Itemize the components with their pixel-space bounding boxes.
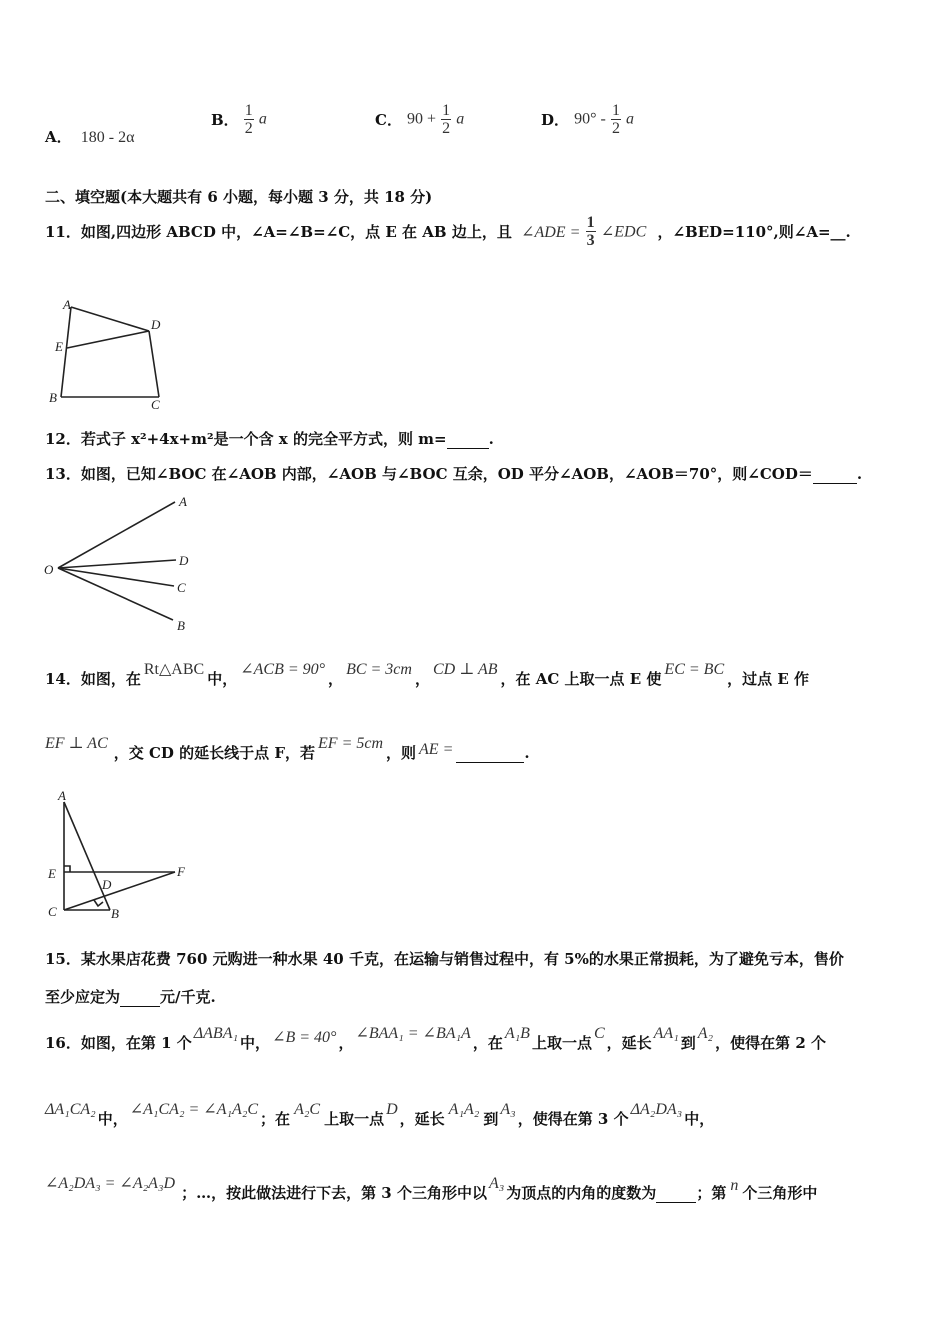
q14-m3: BC = 3cm <box>346 661 412 678</box>
option-a-label: A． <box>45 128 72 146</box>
option-c <box>375 102 464 137</box>
q14-m2: ∠ACB = 90° <box>240 661 326 678</box>
question-13 <box>45 463 862 484</box>
option-b-label: B． <box>211 111 239 129</box>
q13-label-b: B <box>177 618 185 633</box>
q13-ray-oc <box>58 568 174 586</box>
question-14-line-2 <box>45 735 530 763</box>
q13-end: . <box>856 465 863 483</box>
q11-label-c: C <box>151 397 160 412</box>
q14-label-c: C <box>48 904 57 919</box>
q11-text-pre: 11．如图,四边形 ABCD 中，∠A=∠B=∠C，点 E 在 AB 边上，且 <box>45 223 512 241</box>
q16-l3-m2: A₃ <box>488 1175 505 1192</box>
q14-p7: ，交 CD 的延长线于点 F，若 <box>113 744 316 762</box>
question-15-line-1: 15．某水果店花费 760 元购进一种水果 40 千克，在运输与销售过程中，有 5%的水果正常损耗，为了避免亏本，售价 <box>45 950 844 968</box>
q16-l2-t13: 中， <box>684 1110 715 1128</box>
question-15-line-2 <box>45 986 216 1007</box>
q16-l2-t11: ，使得在第 3 个 <box>517 1110 629 1128</box>
q16-l1-t14: ，使得在第 2 个 <box>715 1034 827 1052</box>
q13-ray-oa <box>58 502 175 568</box>
q15-text-a: 至少应定为 <box>45 988 121 1006</box>
option-c-label: C． <box>375 111 402 129</box>
q16-l1-t12: 到 <box>680 1034 696 1052</box>
q14-p4: ， <box>414 670 430 688</box>
option-b-fraction: $\frac{1}{2}$ <box>244 102 253 137</box>
q14-m5: EC = BC <box>664 661 725 678</box>
section-title: 二、填空题(本大题共有 6 小题，每小题 3 分，共 18 分) <box>45 188 433 206</box>
q16-blank <box>656 1184 696 1203</box>
q13-figure <box>40 490 210 638</box>
q16-l1-t6: ，在 <box>472 1034 503 1052</box>
q14-p2: 中， <box>207 670 238 688</box>
option-b <box>211 102 267 137</box>
q14-label-b: B <box>111 906 119 921</box>
q16-l1-t0: 16．如图，在第 1 个 <box>45 1034 192 1052</box>
q14-p5: ，在 AC 上取一点 E 使 <box>500 670 662 688</box>
q12-blank <box>447 430 489 449</box>
question-14-line-1 <box>45 661 809 689</box>
q14-right-angle-e <box>64 866 70 872</box>
option-c-var: a <box>456 110 465 128</box>
q16-l1-m7: A₁B <box>504 1025 530 1042</box>
q16-l3-m5: n <box>730 1177 739 1194</box>
q14-p6: ，过点 E 作 <box>727 670 809 688</box>
q16-l1-m9: C <box>593 1025 605 1042</box>
q13-label-a: A <box>179 494 187 509</box>
option-d-var: a <box>626 110 635 128</box>
q14-right-angle-d <box>94 900 103 906</box>
q14-edge-ab <box>64 802 110 910</box>
q12-text: 12．若式子 x²+4x+m²是一个含 x 的完全平方式，则 m= <box>45 430 447 448</box>
q14-label-f: F <box>177 864 185 879</box>
q14-m8: AE = <box>419 741 454 758</box>
q16-l3-t3: 为顶点的内角的度数为 <box>506 1184 657 1202</box>
q11-edge-cd <box>149 331 159 397</box>
q14-blank <box>456 744 524 763</box>
q11-rhs: ∠EDC <box>600 223 647 241</box>
q13-blank <box>813 465 857 484</box>
q11-label-e: E <box>55 339 63 354</box>
q16-l3-t1: ；…，按此做法进行下去，第 3 个三角形中以 <box>181 1184 487 1202</box>
q11-text-post: ，∠BED=110°,则∠A=__. <box>657 223 851 241</box>
option-c-prefix: 90 + <box>407 110 437 128</box>
q16-l2-t1: 中， <box>97 1110 128 1128</box>
q16-l2-t9: 到 <box>483 1110 499 1128</box>
q16-l1-m1: ΔABA₁ <box>193 1025 239 1042</box>
q16-l2-m0: ΔA₁CA₂ <box>45 1101 96 1118</box>
q16-l1-m5: ∠BAA₁ = ∠BA₁A <box>355 1025 471 1042</box>
q11-label-b: B <box>49 390 57 405</box>
q14-m7: EF = 5cm <box>318 735 384 752</box>
q16-l1-t4: ， <box>338 1034 354 1052</box>
option-c-fraction: $\frac{1}{2}$ <box>442 102 451 137</box>
option-d-label: D． <box>541 111 570 129</box>
option-a-expr: 180 - 2α <box>80 129 135 146</box>
q11-figure <box>45 293 175 413</box>
option-a <box>45 126 134 147</box>
q13-ray-ob <box>58 568 173 620</box>
q13-label-d: D <box>179 553 189 568</box>
q16-l2-m4: A₂C <box>294 1101 321 1118</box>
q14-m4: CD ⊥ AB <box>432 661 498 678</box>
q13-text: 13．如图，已知∠BOC 在∠AOB 内部，∠AOB 与∠BOC 互余，OD 平分∠AOB，∠AOB＝70°，则∠COD＝ <box>45 465 813 483</box>
q16-l2-t7: ，延长 <box>399 1110 445 1128</box>
option-b-var: a <box>258 110 267 128</box>
question-16-line-1 <box>45 1025 827 1053</box>
q16-l1-t2: 中， <box>240 1034 271 1052</box>
q16-l2-m8: A₁A₂ <box>448 1101 480 1118</box>
q14-figure <box>40 786 200 926</box>
q14-label-a: A <box>58 788 66 803</box>
q11-edge-ed <box>67 331 149 348</box>
question-16-line-2 <box>45 1101 715 1129</box>
q14-label-d: D <box>102 877 112 892</box>
q16-l1-m3: ∠B = 40° <box>272 1029 337 1046</box>
q14-p1: 14．如图，在 <box>45 670 141 688</box>
q14-p8: ，则 <box>386 744 417 762</box>
q15-text-b: 元/千克. <box>160 988 216 1006</box>
q16-l1-m11: AA₁ <box>653 1025 679 1042</box>
q11-label-d: D <box>151 317 161 332</box>
q12-end: . <box>488 430 494 448</box>
q14-p3: ， <box>328 670 344 688</box>
q14-m6: EF ⊥ AC <box>45 735 108 752</box>
q16-l3-t4: ；第 <box>696 1184 727 1202</box>
q15-blank <box>120 988 160 1007</box>
question-11 <box>45 214 851 249</box>
q13-ray-od <box>58 560 176 568</box>
option-d <box>541 102 634 137</box>
q14-edge-cf <box>64 872 175 910</box>
q14-m1: Rt△ABC <box>143 661 205 678</box>
option-d-fraction: $\frac{1}{2}$ <box>611 102 620 137</box>
q16-l2-t5: 上取一点 <box>324 1110 385 1128</box>
q16-l1-t8: 上取一点 <box>531 1034 592 1052</box>
q14-label-e: E <box>48 866 56 881</box>
q14-end: . <box>524 744 530 762</box>
q16-l2-t3: ；在 <box>260 1110 291 1128</box>
q16-l2-m12: ΔA₂DA₃ <box>630 1101 683 1118</box>
question-12 <box>45 428 494 449</box>
q11-label-a: A <box>63 297 71 312</box>
option-d-prefix: 90° - <box>574 110 606 128</box>
q16-l2-m6: D <box>386 1101 398 1118</box>
q16-l1-m13: A₂ <box>697 1025 714 1042</box>
q16-l1-t10: ，延长 <box>606 1034 652 1052</box>
q13-label-o: O <box>44 562 54 577</box>
q11-fraction: $\frac{1}{3}$ <box>586 214 595 249</box>
q13-label-c: C <box>177 580 186 595</box>
q16-l2-m2: ∠A₁CA₂ = ∠A₁A₂C <box>129 1101 259 1118</box>
q11-edge-da <box>71 307 149 331</box>
question-16-line-3 <box>45 1175 818 1203</box>
q16-l3-t6: 个三角形中 <box>742 1184 818 1202</box>
q16-l3-m0: ∠A₂DA₃ = ∠A₂A₃D <box>45 1175 176 1192</box>
q11-lhs: ∠ADE = <box>521 223 581 241</box>
q16-l2-m10: A₃ <box>500 1101 516 1118</box>
